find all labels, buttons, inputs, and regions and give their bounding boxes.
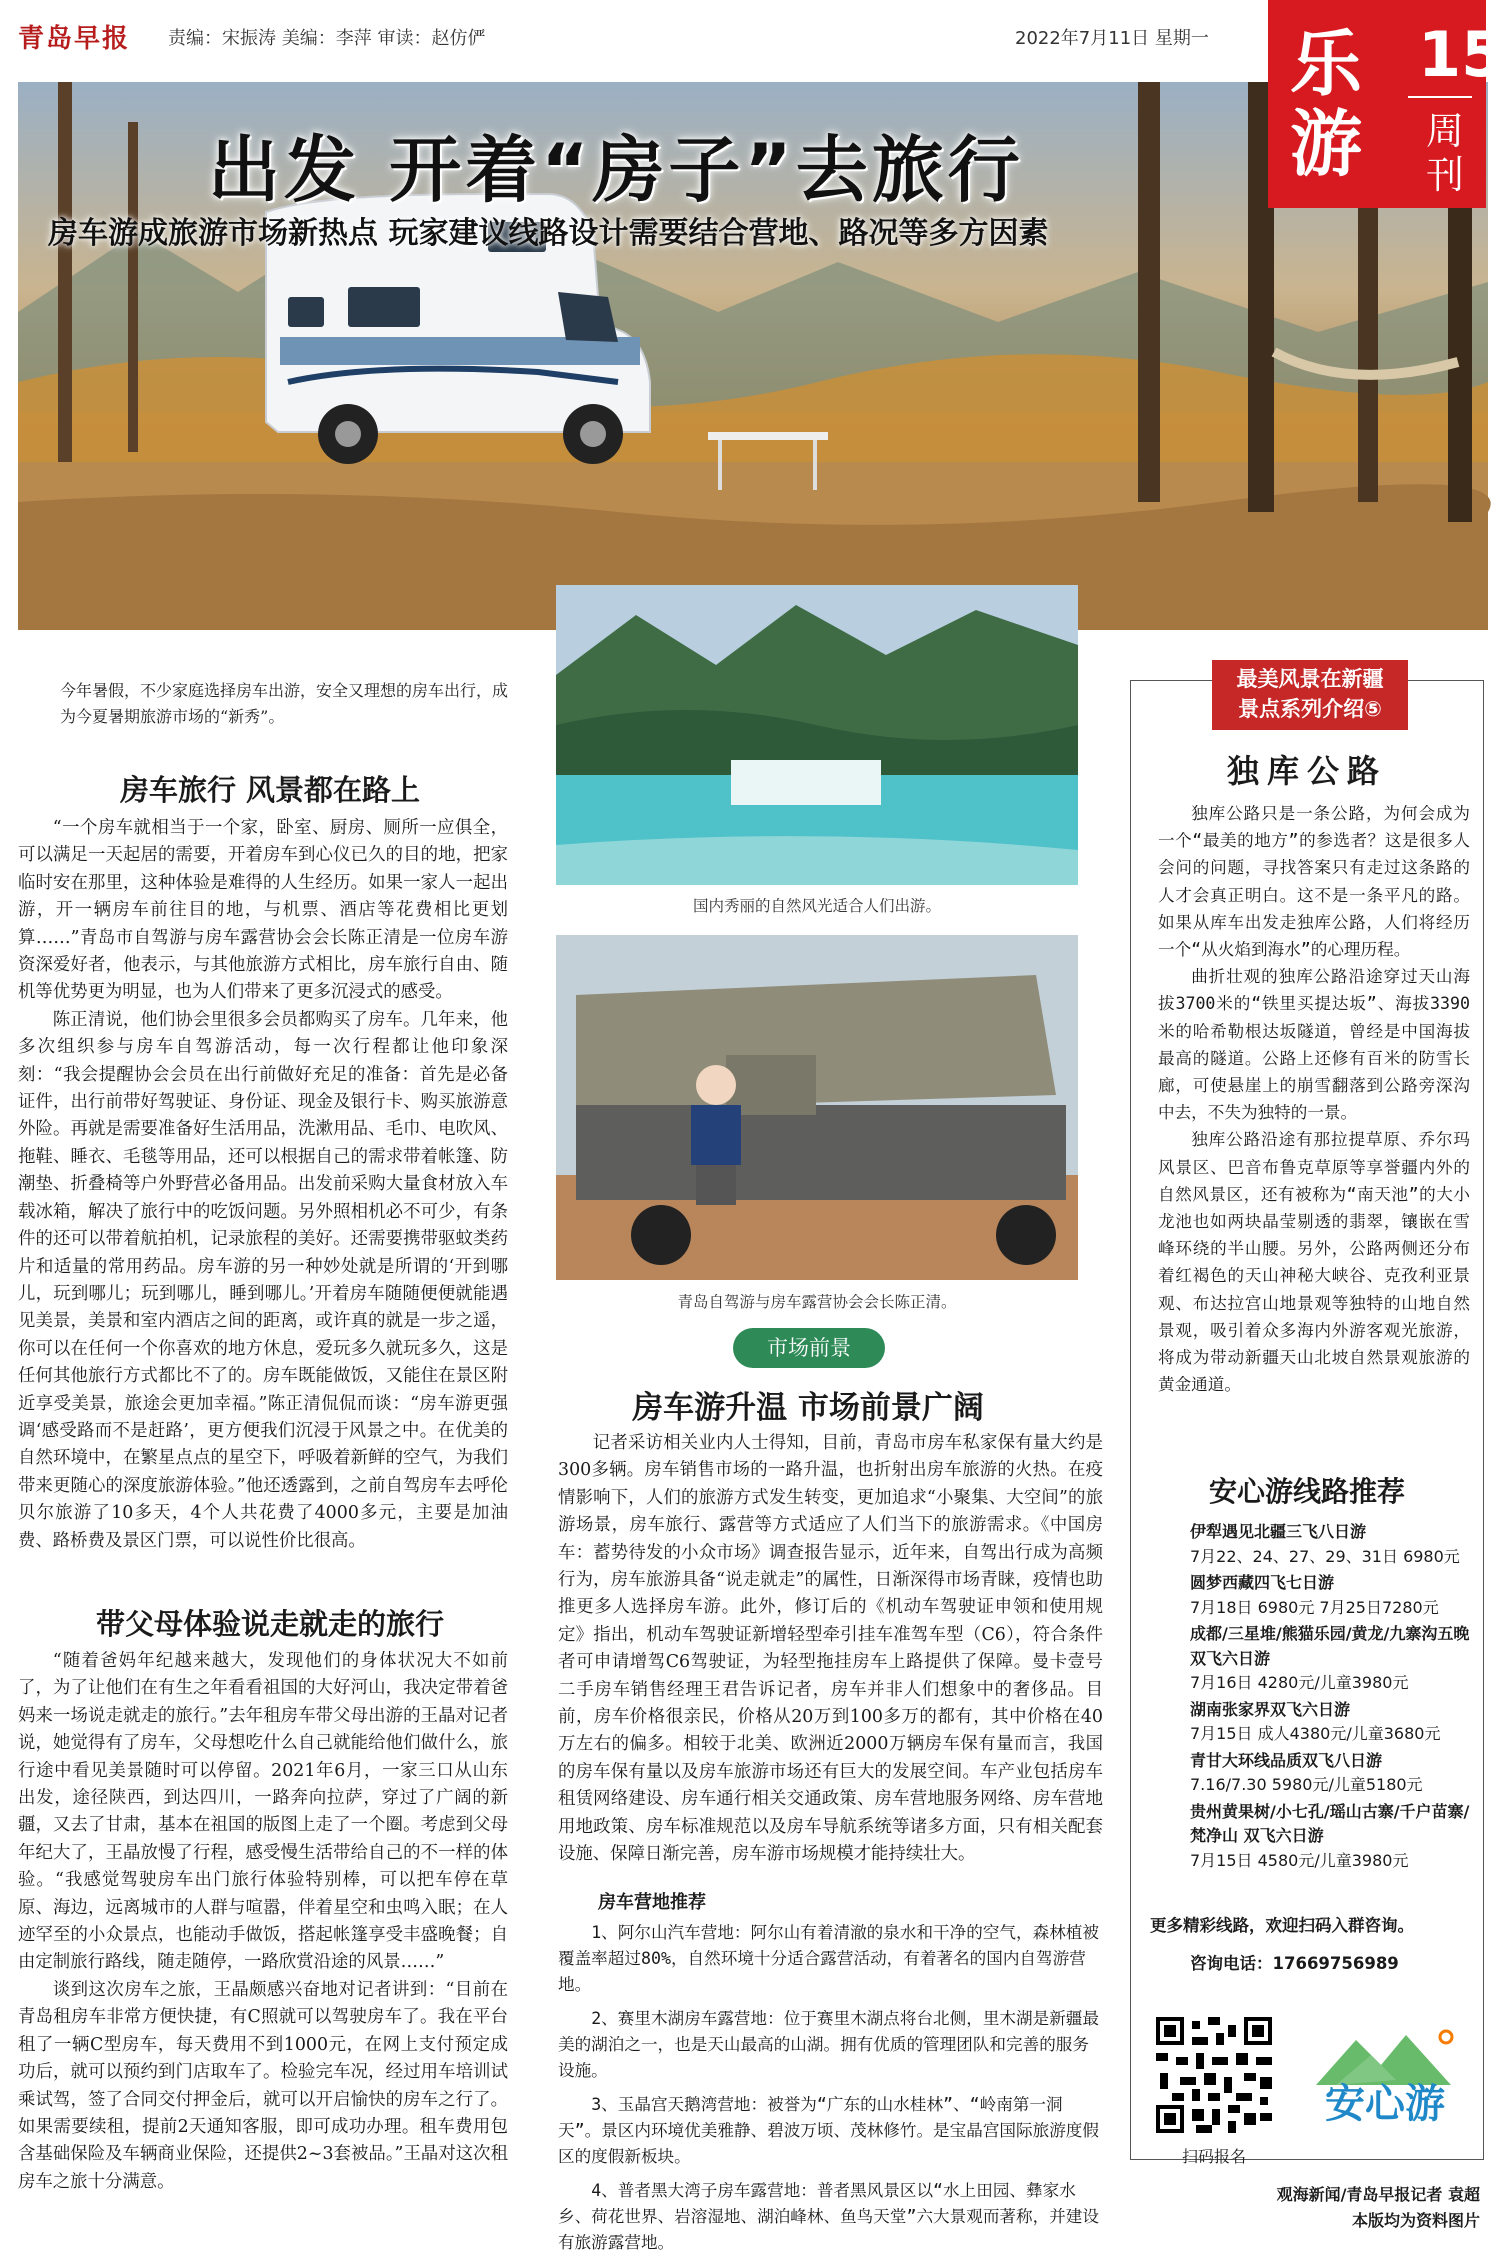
paragraph: “一个房车就相当于一个家，卧室、厨房、厕所一应俱全，可以满足一天起居的需要，开着房车到心仪已久的目的地，把家临时安在那里，这种体验是难得的人生经历。如果一家人一起出游，开一辆房车前往目的地，与机票、酒店等花费相比更划算……”青岛市自驾游与房车露营协会会长陈正清是一位房车游资深爱好者，他表示，与其他旅游方式相比，房车旅行自由、随机等优势更为明显，也为人们带来了更多沉浸式的感受。 (18, 818, 508, 1003)
page-number: 15 (1418, 18, 1504, 91)
campsite-recommend-heading: 房车营地推荐 (598, 1892, 706, 1913)
article-body-rv-travel (18, 815, 508, 1555)
paragraph: 记者采访相关业内人士得知，目前，青岛市房车私家保有量大约是300多辆。房车销售市场的一路升温，也折射出房车旅游的火热。在疫情影响下，人们的旅游方式发生转变，更加追求“小聚集、大空间”的旅游场景，房车旅行、露营等方式适应了人们当下的旅游需求。《中国房车：蓄势待发的小众市场》调查报告显示，近年来，自驾出行成为高频行为，房车旅游具备“说走就走”的属性，日渐深得市场青睐，疫情也助推更多人选择房车游。此外，修订后的《机动车驾驶证申领和使用规定》指出，机动车驾驶证新增轻型牵引挂车准驾车型（C6），符合条件者可申请增驾C6驾驶证，为轻型拖挂房车上路提供了保障。曼卡壹号二手房车销售经理王君告诉记者，房车并非人们想象中的奢侈品。目前，房车价格很亲民，价格从20万到100多万的都有，其中价格在40万左右的偏多。相较于北美、欧洲近2000万辆房车保有量而言，我国的房车保有量以及房车旅游市场还有巨大的发展空间。车产业包括房车租赁网络建设、房车通行相关交通政策、房车营地服务网络、房车营地用地政策、房车标准规范以及房车导航系统等诸多方面，只有相关配套设施、保障日渐完善，房车游市场规模才能持续壮大。 (558, 1433, 1103, 1865)
weekly-label: 周刊 (1426, 109, 1465, 197)
paragraph: 曲折壮观的独库公路沿途穿过天山海拔3700米的“铁里买提达坂”、海拔3390米的哈希勒根达坂隧道，曾经是中国海拔最高的隧道。公路上还修有百米的防雪长廊，可使悬崖上的崩雪翻落到公路旁深沟中去，不失为独特的一景。 (1158, 967, 1470, 1123)
route-name: 伊犁遇见北疆三飞八日游 (1190, 1522, 1367, 1541)
logo-text: 安心游 (1325, 2081, 1445, 2127)
route-name: 青甘大环线品质双飞八日游 (1190, 1750, 1383, 1770)
qr-code-icon[interactable] (1152, 2013, 1276, 2137)
route-price: 7月15日 4580元/儿童3980元 (1190, 1850, 1409, 1870)
contact-phone: 咨询电话：17669756989 (1190, 1954, 1399, 1973)
route-price: 7.16/7.30 5980元/儿童5180元 (1190, 1775, 1423, 1794)
route-list (1150, 1520, 1480, 1875)
series-tag-line-1: 最美风景在新疆 (1236, 667, 1384, 691)
qr-caption: 扫码报名 (1181, 2147, 1246, 2166)
section-heading-parents-trip: 带父母体验说走就走的旅行 (95, 1607, 444, 1641)
paragraph: 独库公路沿途有那拉提草原、乔尔玛风景区、巴音布鲁克草原等享誉疆内外的自然风景区，还有被称为“南天池”的大小龙池也如两块晶莹剔透的翡翠，镶嵌在雪峰环绕的半山腰。另外，公路两侧还分布着红褐色的天山神秘大峡谷、克孜利亚景观、布达拉宫山地景观等独特的山地自然景观，吸引着众多海内外游客观光旅游，将成为带动新疆天山北坡自然景观旅游的黄金通道。 (1158, 1130, 1470, 1395)
article-body-market (558, 1430, 1103, 1869)
badge-divider (1408, 96, 1472, 98)
route-price: 7月16日 4280元/儿童3980元 (1190, 1673, 1409, 1692)
list-item: 1、阿尔山汽车营地：阿尔山有着清澈的泉水和干净的空气，森林植被覆盖率超过80%，自然环境十分适合露营活动，有着著名的国内自驾游营地。 (558, 1923, 1099, 1994)
sidebar-article (1158, 800, 1470, 1398)
list-item: 2、赛里木湖房车露营地：位于赛里木湖点将台北侧，里木湖是新疆最美的湖泊之一，也是天山最高的山湖。拥有优质的管理团队和完善的服务设施。 (558, 2009, 1099, 2080)
paragraph: 谈到这次房车之旅，王晶颇感兴奋地对记者讲到：“目前在青岛租房车非常方便快捷，有C照就可以驾驶房车了。我在平台租了一辆C型房车，每天费用不到1000元，在网上支付预定成功后，就可以预约到门店取车了。检验完车况，经过用车培训试乘试驾，签了合同交付押金后，就可以开启愉快的房车之行了。如果需要续租，提前2天通知客服，即可成功办理。租车费用包含基础保险及车辆商业保险，还提供2~3套被品。”王晶对这次租房车之旅十分满意。 (18, 1979, 508, 2192)
list-item: 4、普者黑大湾子房车露营地：普者黑风景区以“水上田园、彝家水乡、荷花世界、岩溶湿地、湖泊峰林、鱼鸟天堂”六大景观而著称，并建设有旅游露营地。 (558, 2181, 1099, 2252)
section-heading-market: 房车游升温 市场前景广阔 (632, 1390, 984, 1426)
newspaper-brand: 青岛早报 (18, 24, 131, 54)
campsite-list (558, 1920, 1103, 2264)
routes-heading: 安心游线路推荐 (1208, 1475, 1405, 1508)
route-item (1150, 1571, 1480, 1620)
list-item: 3、玉晶宫天鹅湾营地：被誉为“广东的山水桂林”、“岭南第一洞天”。景区内环境优美雅静、碧波万顷、茂林修竹。是宝晶宫国际旅游度假区的度假新板块。 (558, 2095, 1099, 2166)
route-name: 贵州黄果树/小七孔/瑶山古寨/千户苗寨/梵净山 双飞六日游 (1190, 1801, 1470, 1845)
paragraph: 独库公路只是一条公路，为何会成为一个“最美的地方”的参选者？这是很多人会问的问题，寻找答案只有走过这条路的人才会真正明白。这不是一条平凡的路。如果从库车出发走独库公路，人们将经历一个“从火焰到海水”的心理历程。 (1158, 804, 1470, 960)
article-body-parents-trip (18, 1648, 508, 2196)
photo-caption-landscape: 国内秀丽的自然风光适合人们出游。 (692, 897, 941, 915)
photo-association-president (556, 935, 1078, 1280)
page-credits (1160, 2182, 1480, 2234)
route-price: 7月18日 6980元 7月25日7280元 (1190, 1597, 1439, 1617)
article-lead: 今年暑假，不少家庭选择房车出游，安全又理想的房车出行，成为今夏暑期旅游市场的“新秀”。 (60, 681, 509, 726)
editor-credits: 责编：宋振涛 美编：李萍 审读：赵仿俨 (168, 28, 486, 49)
paragraph: “随着爸妈年纪越来越大，发现他们的身体状况大不如前了，为了让他们在有生之年看看祖国的大好河山，我决定带着爸妈来一场说走就走的旅行。”去年租房车带父母出游的王晶对记者说，她觉得有了房车，父母想吃什么自己就能给他们做什么，旅行途中看见美景随时可以停留。2021年6月，一家三口从山东出发，途径陕西，到达四川，一路奔向拉萨，穿过了广阔的新疆，又去了甘肃，基本在祖国的版图上走了一个圈。考虑到父母年纪大了，王晶放慢了行程，感受慢生活带给自己的不一样的体验。“我感觉驾驶房车出门旅行体验特别棒，可以把车停在草原、海边，远离城市的人群与喧嚣，伴着星空和虫鸣入眠；在人迹罕至的小众景点，也能动手做饭，搭起帐篷享受丰盛晚餐；自由定制旅行路线，随走随停，一路欣赏沿途的风景……” (18, 1651, 508, 1973)
photo-waterfall-landscape (556, 585, 1078, 885)
page-subheadline: 房车游成旅游市场新热点 玩家建议线路设计需要结合营地、路况等多方因素 (48, 216, 1049, 251)
route-name: 湖南张家界双飞六日游 (1190, 1699, 1351, 1719)
route-item (1150, 1749, 1480, 1798)
section-heading-rv-travel: 房车旅行 风景都在路上 (119, 773, 421, 807)
section-name-2: 游 (1290, 102, 1363, 186)
route-name: 圆梦西藏四飞七日游 (1190, 1573, 1335, 1592)
series-tag-line-2: 景点系列介绍⑤ (1238, 697, 1382, 721)
route-price: 7月15日 成人4380元/儿童3680元 (1190, 1724, 1441, 1743)
market-prospect-tag: 市场前景 (733, 1328, 885, 1368)
photo-caption-president: 青岛自驾游与房车露营协会会长陈正清。 (677, 1293, 957, 1311)
route-item (1150, 1800, 1480, 1874)
route-name: 成都/三星堆/熊猫乐园/黄龙/九寨沟五晚双飞六日游 (1190, 1624, 1470, 1668)
photo-credit: 本版均为资料图片 (1351, 2211, 1480, 2230)
page-headline: 出发 开着“房子”去旅行 (208, 128, 1024, 212)
more-routes-note: 更多精彩线路，欢迎扫码入群咨询。 (1150, 1916, 1414, 1935)
series-tag (1212, 660, 1408, 730)
anxinyou-logo (1296, 2015, 1474, 2135)
route-price: 7月22、24、27、29、31日 6980元 (1190, 1546, 1460, 1566)
paragraph: 陈正清说，他们协会里很多会员都购买了房车。几年来，他多次组织参与房车自驾游活动，每一次行程都让他印象深刻：“我会提醒协会会员在出行前做好充足的准备：首先是必备证件，出行前带好驾驶证、身份证、现金及银行卡、购买旅游意外险。再就是需要准备好生活用品，洗漱用品、毛巾、电吹风、拖鞋、睡衣、毛毯等用品，还可以根据自己的需求带着帐篷、防潮垫、折叠椅等户外野营必备用品。出发前采购大量食材放入车载冰箱，解决了旅行中的吃饭问题。另外照相机必不可少，有条件的还可以带着航拍机，记录旅程的美好。还需要携带驱蚊类药片和适量的常用药品。房车游的另一种妙处就是所谓的‘开到哪儿，玩到哪儿；玩到哪儿，睡到哪儿。’开着房车随随便便就能遇见美景，美景和室内酒店之间的距离，或许真的就是一步之遥，你可以在任何一个你喜欢的地方休息，爱玩多久就玩多久，这是任何其他旅行方式都比不了的。房车既能做饭，又能住在景区附近享受美景，旅途会更加幸福。”陈正清侃侃而谈：“房车游更强调‘感受路而不是赶路’，更方便我们沉浸于风景之中。在优美的自然环境中，在繁星点点的星空下，呼吸着新鲜的空气，为我们带来更随心的深度旅游体验。”他还透露到，之前自驾房车去呼伦贝尔旅游了10多天，4个人共花费了4000多元，主要是加油费、路桥费及景区门票，可以说性价比很高。 (18, 1009, 508, 1551)
issue-date: 2022年7月11日 星期一 (1015, 28, 1209, 49)
section-badge (1268, 0, 1504, 208)
sidebar-title: 独库公路 (1226, 752, 1387, 790)
route-item (1150, 1698, 1480, 1747)
reporter-credit: 观海新闻/青岛早报记者 袁超 (1276, 2185, 1480, 2204)
section-name-1: 乐 (1290, 22, 1363, 106)
route-item (1150, 1622, 1480, 1696)
route-item (1150, 1520, 1480, 1569)
